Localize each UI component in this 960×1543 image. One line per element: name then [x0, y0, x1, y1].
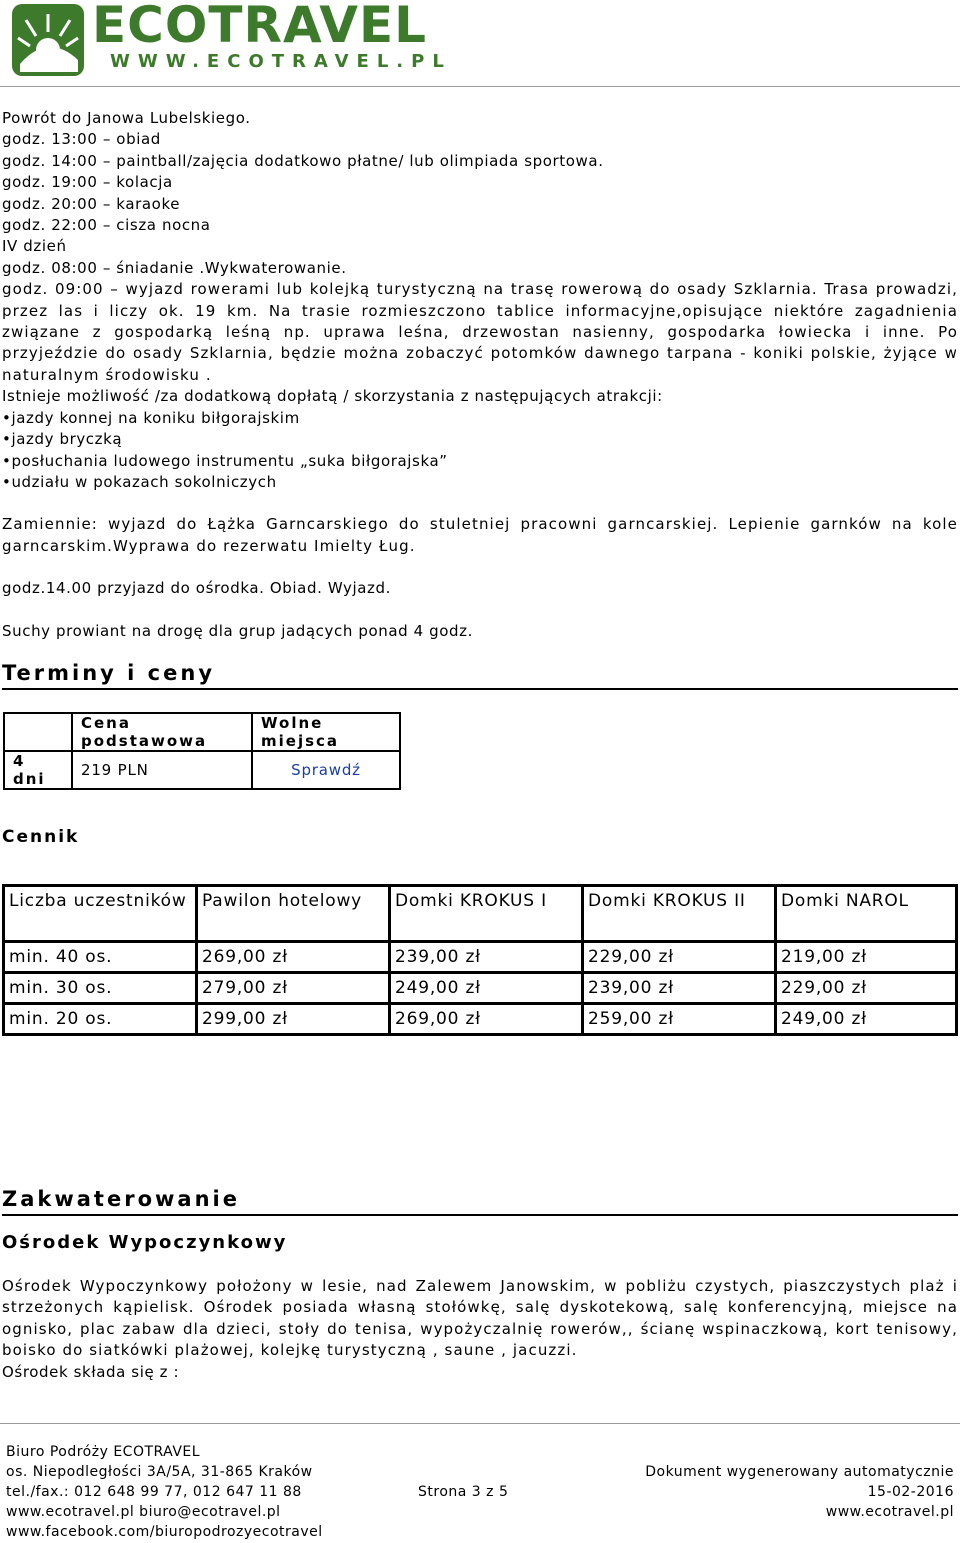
attractions-intro: Istnieje możliwość /za dodatkową dopłatą / skorzystania z następujących atrakcji: [2, 387, 663, 406]
header-divider [0, 86, 960, 87]
itinerary-line: godz. 20:00 – karaoke [2, 194, 181, 213]
footer-divider [0, 1423, 960, 1424]
itinerary-line: Powrót do Janowa Lubelskiego. [2, 109, 251, 127]
pricelist-header: Liczba uczestników [4, 886, 197, 942]
table-row: min. 20 os. 299,00 zł 269,00 zł 259,00 zł 249,00 zł [4, 1004, 957, 1035]
footer-company: Biuro Podróży ECOTRAVEL [6, 1444, 201, 1460]
accommodation-paragraph: Ośrodek Wypoczynkowy położony w lesie, nad Zalewem Janowskim, w pobliżu czystych, piaszczystych plaż i strzeżonych kąpielisk. Ośrodek posiada własną stołówkę, salę dyskotekową, salę konferencyjną, miejsce na ognisko, plac zabaw dla dzieci, stoły do tenisa, wypożyczalnię rowerów,, ścianę wspinaczkową, kort tenisowy, boisko do siatkówki plażowej, kolejkę turystyczną , saune , jacuzzi. [2, 1277, 958, 1360]
alternative-text: Zamiennie: wyjazd do Łążka Garncarskiego do stuletniej pracowni garncarskiej. Lepienie garnków na kole garncarskim.Wyprawa do rezerwatu Imielty Ług. [2, 515, 958, 555]
pricelist-header: Domki KROKUS I [390, 886, 583, 942]
provisions-text: Suchy prowiant na drogę dla grup jadących ponad 4 godz. [2, 621, 473, 640]
footer-address: os. Niepodległości 3A/5A, 31-865 Kraków [6, 1464, 313, 1480]
footer-web-email[interactable]: www.ecotravel.pl biuro@ecotravel.pl [6, 1504, 281, 1520]
accommodation-heading: Zakwaterowanie [2, 1186, 958, 1216]
itinerary [2, 108, 958, 642]
return-text: godz.14.00 przyjazd do ośrodka. Obiad. Wyjazd. [2, 579, 391, 598]
terms-row-price: 219 PLN [72, 751, 252, 789]
attraction-item: •udziału w pokazach sokolniczych [2, 472, 277, 491]
pricelist-header: Domki KROKUS II [583, 886, 776, 942]
footer-generated: Dokument wygenerowany automatycznie [645, 1464, 954, 1480]
itinerary-line: IV dzień [2, 237, 67, 256]
accommodation-subheading: Ośrodek Wypoczynkowy [2, 1232, 288, 1253]
attraction-item: •jazdy konnej na koniku biłgorajskim [2, 408, 300, 427]
check-availability-link[interactable]: Sprawdź [291, 761, 361, 779]
attraction-item: •posłuchania ludowego instrumentu „suka biłgorajska” [2, 451, 448, 470]
footer-site[interactable]: www.ecotravel.pl [825, 1504, 954, 1520]
itinerary-line: godz. 08:00 – śniadanie .Wykwaterowanie. [2, 258, 347, 277]
logo-name: ECOTRAVEL [92, 0, 427, 54]
pricelist-table [2, 884, 958, 1036]
terms-heading: Terminy i ceny [2, 660, 958, 690]
table-row: min. 30 os. 279,00 zł 249,00 zł 239,00 zł 229,00 zł [4, 973, 957, 1004]
itinerary-line: godz. 13:00 – obiad [2, 130, 161, 149]
attraction-item: •jazdy bryczką [2, 430, 123, 449]
accommodation-tail: Ośrodek składa się z : [2, 1362, 180, 1381]
accommodation-text [2, 1276, 958, 1383]
terms-col-price: Cena podstawowa [72, 713, 252, 751]
itinerary-line: godz. 19:00 – kolacja [2, 173, 173, 192]
logo-url: WWW.ECOTRAVEL.PL [110, 51, 452, 72]
footer-phone: tel./fax.: 012 648 99 77, 012 647 11 88 [6, 1484, 302, 1500]
itinerary-paragraph: godz. 09:00 – wyjazd rowerami lub kolejką turystyczną na trasę rowerową do osady Szklarnia. Trasa prowadzi, przez las i liczy ok. 19 km. Na trasie rozmieszczono tablice informacyjne,opisujące niektóre zagadnienia związane z gospodarką leśną np. uprawa leśna, drzewostan nasienny, gospodarka łowiecka i inne. Po przyjeździe do osady Szklarnia, będzie można zobaczyć potomków dawnego tarpana - koniki polskie, żyjące w naturalnym środowisku . [2, 280, 958, 384]
itinerary-line: godz. 22:00 – cisza nocna [2, 216, 211, 235]
terms-col-places: Wolne miejsca [252, 713, 400, 751]
logo [10, 0, 470, 80]
footer-generated-info [645, 1462, 954, 1522]
terms-row-days: 4 dni [4, 751, 72, 789]
pricelist-header: Domki NAROL [776, 886, 957, 942]
footer-company-info [6, 1442, 426, 1542]
page-number: Strona 3 z 5 [418, 1484, 509, 1500]
pricelist-heading: Cennik [2, 827, 80, 847]
sun-leaf-logo-icon [10, 2, 86, 78]
pricelist-header: Pawilon hotelowy [197, 886, 390, 942]
footer-facebook[interactable]: www.facebook.com/biuropodrozyecotravel [6, 1524, 323, 1540]
terms-table [3, 712, 401, 790]
itinerary-line: godz. 14:00 – paintball/zajęcia dodatkowo płatne/ lub olimpiada sportowa. [2, 151, 604, 170]
table-row: min. 40 os. 269,00 zł 239,00 zł 229,00 zł 219,00 zł [4, 942, 957, 973]
footer-date: 15-02-2016 [867, 1484, 954, 1500]
